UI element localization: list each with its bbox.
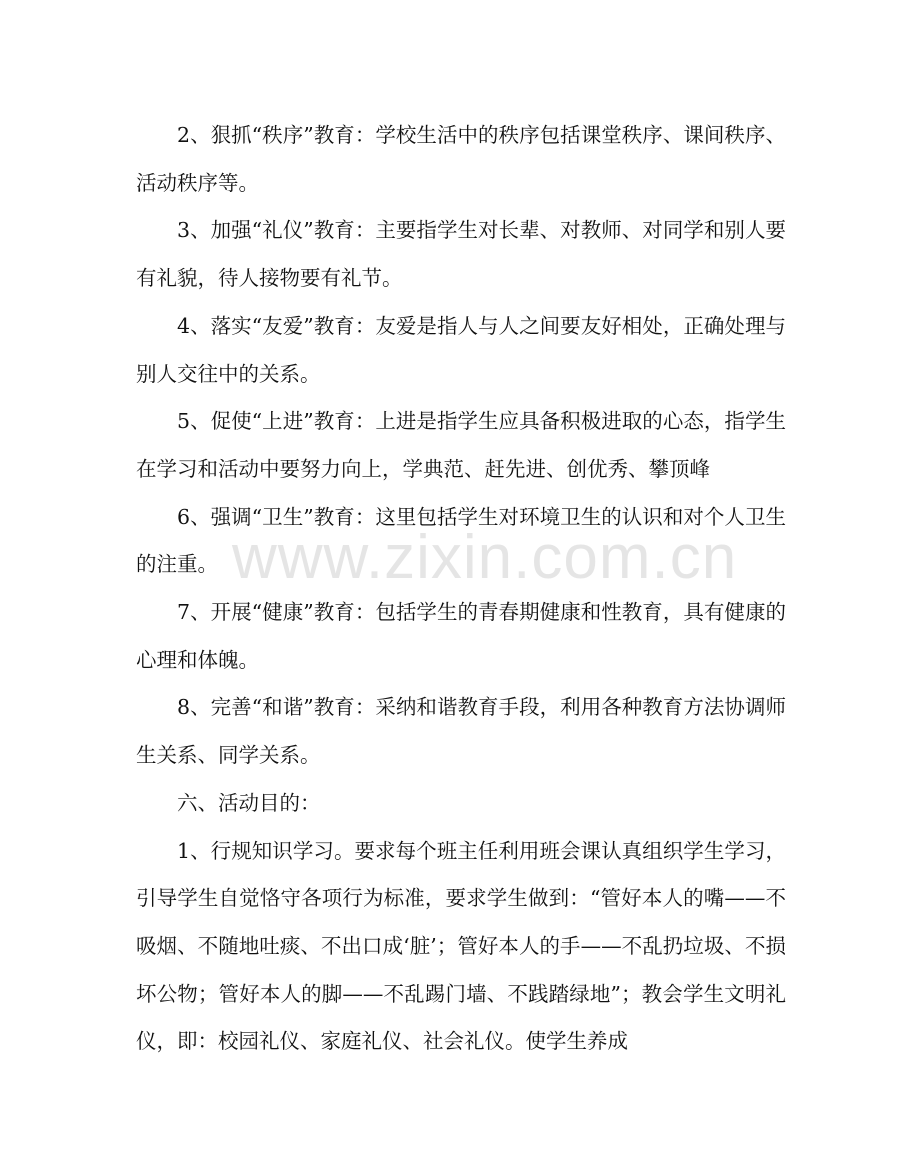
section-heading-activity-goals: 六、活动目的： <box>177 790 321 815</box>
paragraph-item-8-harmony: 8、完善“和谐”教育：采纳和谐教育手段，利用各种教育方法协调师生关系、同学关系。 <box>136 695 786 768</box>
document-body <box>136 112 786 1066</box>
paragraph-item-5-progress: 5、促使“上进”教育：上进是指学生应具备积极进取的心态，指学生在学习和活动中要努力向上，学典范、赶先进、创优秀、攀顶峰 <box>136 409 786 481</box>
paragraph-item-3-etiquette: 3、加强“礼仪”教育：主要指学生对长辈、对教师、对同学和别人要有礼貌，待人接物要有礼节。 <box>136 218 786 291</box>
paragraph-goal-1-rules-study: 1、行规知识学习。要求每个班主任利用班会课认真组织学生学习，引导学生自觉恪守各项行为标准，要求学生做到：“管好本人的嘴——不吸烟、不随地吐痰、不出口成‘脏’；管好本人的手——不乱扔垃圾、不损坏公物；管好本人的脚——不乱踢门墙、不践踏绿地”；教会学生文明礼仪，即：校园礼仪、家庭礼仪、社会礼仪。使学生养成 <box>136 838 786 1054</box>
paragraph-item-2-order: 2、狠抓“秩序”教育：学校生活中的秩序包括课堂秩序、课间秩序、活动秩序等。 <box>136 123 786 195</box>
watermark: www.zixin.com.cn <box>232 523 738 592</box>
paragraph-item-4-friendship: 4、落实“友爱”教育：友爱是指人与人之间要友好相处，正确处理与别人交往中的关系。 <box>136 313 786 386</box>
paragraph-item-6-hygiene: 6、强调“卫生”教育：这里包括学生对环境卫生的认识和对个人卫生的注重。 <box>136 504 786 577</box>
paragraph-item-7-health: 7、开展“健康”教育：包括学生的青春期健康和性教育，具有健康的心理和体魄。 <box>136 600 786 672</box>
